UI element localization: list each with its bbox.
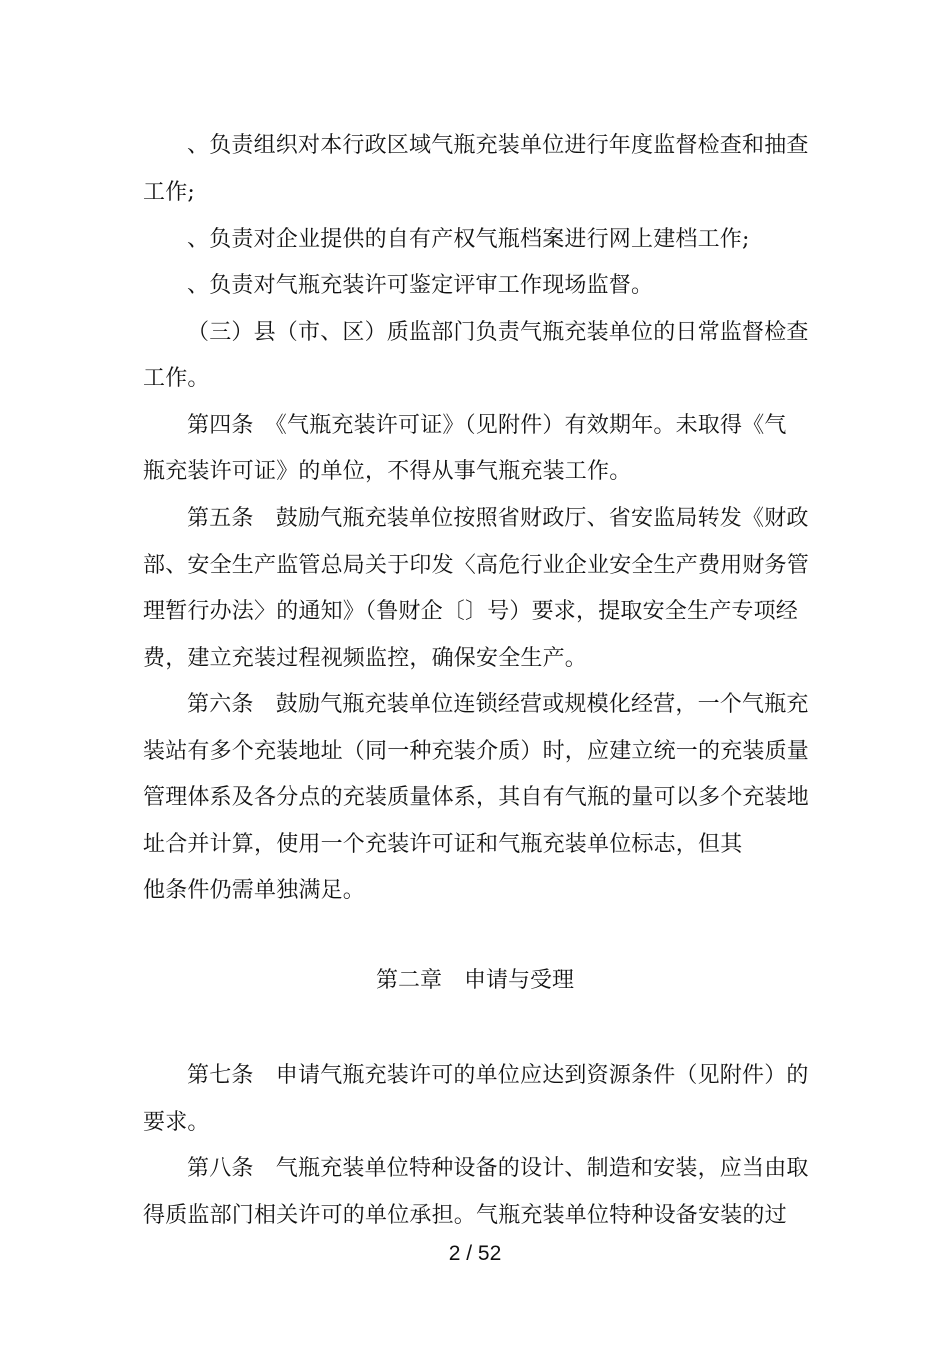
paragraph-line: 第五条 鼓励气瓶充装单位按照省财政厅、省安监局转发《财政 [187,506,809,531]
paragraph-line: 工作; [143,180,196,205]
paragraph-line: 瓶充装许可证》的单位，不得从事气瓶充装工作。 [143,459,632,484]
paragraph-line: 装站有多个充装地址（同一种充装介质）时，应建立统一的充装质量 [143,739,810,764]
paragraph-line: 址合并计算，使用一个充装许可证和气瓶充装单位标志，但其 [143,832,743,857]
paragraph-line: （三）县（市、区）质监部门负责气瓶充装单位的日常监督检查 [187,320,809,345]
paragraph-line: 得质监部门相关许可的单位承担。气瓶充装单位特种设备安装的过 [143,1203,787,1228]
paragraph-line: 管理体系及各分点的充装质量体系，其自有气瓶的量可以多个充装地 [143,785,810,810]
paragraph-line: 理暂行办法〉的通知》（鲁财企〔〕号）要求，提取安全生产专项经 [143,599,799,624]
paragraph-line: 要求。 [143,1110,210,1135]
paragraph-line: 第八条 气瓶充装单位特种设备的设计、制造和安装，应当由取 [187,1156,809,1181]
paragraph-line: 、负责对气瓶充装许可鉴定评审工作现场监督。 [187,273,654,298]
paragraph-line: 费，建立充装过程视频监控，确保安全生产。 [143,646,588,671]
paragraph-line: 部、安全生产监管总局关于印发〈高危行业企业安全生产费用财务管 [143,553,810,578]
paragraph-line: 第六条 鼓励气瓶充装单位连锁经营或规模化经营，一个气瓶充 [187,692,809,717]
paragraph-line: 第四条 《气瓶充装许可证》（见附件）有效期年。未取得《气 [187,413,787,438]
paragraph-line: 、负责对企业提供的自有产权气瓶档案进行网上建档工作; [187,227,750,252]
page-number: 2 / 52 [448,1242,502,1265]
paragraph-line: 第七条 申请气瓶充装许可的单位应达到资源条件（见附件）的 [187,1063,809,1088]
paragraph-line: 工作。 [143,366,210,391]
chapter-title: 第二章 申请与受理 [375,968,574,993]
paragraph-line: 、负责组织对本行政区域气瓶充装单位进行年度监督检查和抽查 [187,133,809,158]
paragraph-line: 他条件仍需单独满足。 [143,878,366,903]
